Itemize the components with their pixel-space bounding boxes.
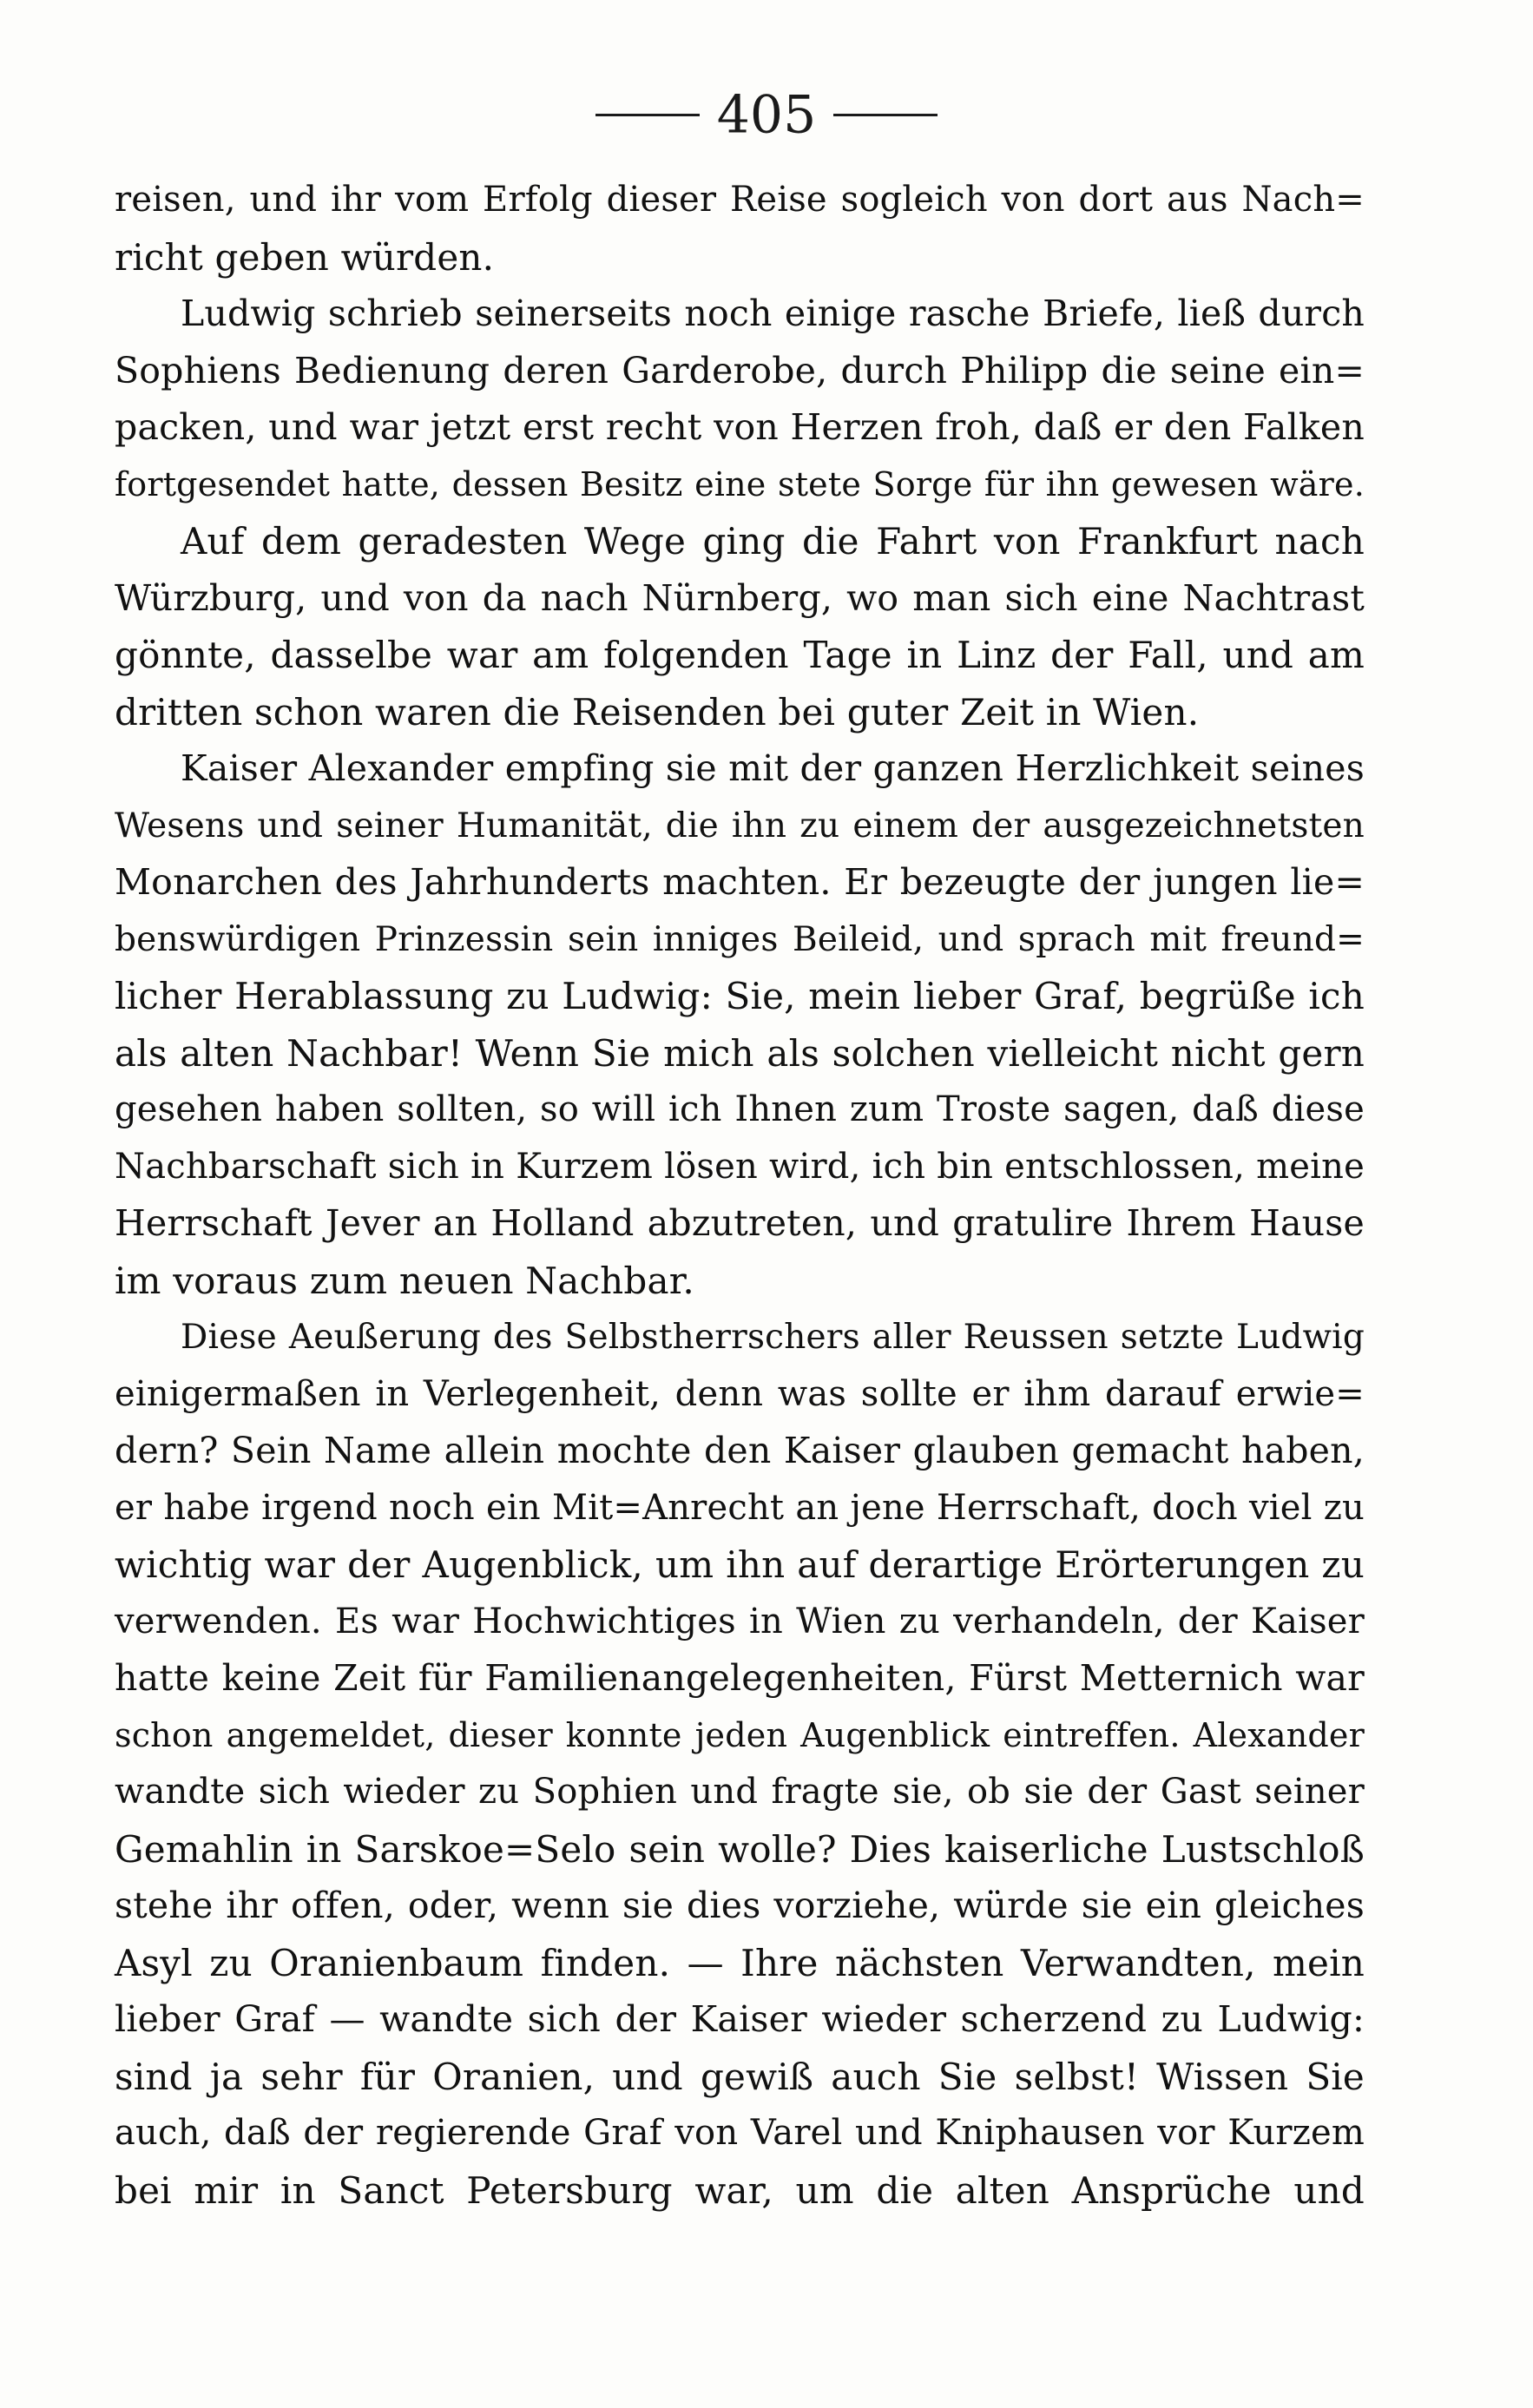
body-text <box>115 172 1365 2219</box>
text-line: bei mir in Sanct Petersburg war, um die alten Ansprüche und <box>115 2168 1365 2212</box>
text-line: als alten Nachbar! Wenn Sie mich als solchen vielleicht nicht gern <box>115 1031 1365 1075</box>
text-line: reisen, und ihr vom Erfolg dieser Reise sogleich von dort aus Nach= <box>115 180 1365 220</box>
text-line: Diese Aeußerung des Selbstherrschers aller Reussen setzte Ludwig <box>181 1318 1365 1357</box>
text-line: Kaiser Alexander empfing sie mit der ganzen Herzlichkeit seines <box>181 747 1365 789</box>
text-line: lieber Graf — wandte sich der Kaiser wieder scherzend zu Ludwig: <box>115 1998 1365 2040</box>
text-line: stehe ihr offen, oder, wenn sie dies vorziehe, würde sie ein gleiches <box>115 1885 1365 1926</box>
text-line: Herrschaft Jever an Holland abzutreten, und gratulire Ihrem Hause <box>115 1202 1365 1244</box>
text-line: licher Herablassung zu Ludwig: Sie, mein lieber Graf, begrüße ich <box>115 975 1365 1017</box>
text-line: dern? Sein Name allein mochte den Kaiser glauben gemacht haben, <box>115 1430 1365 1471</box>
text-line: wandte sich wieder zu Sophien und fragte sie, ob sie der Gast seiner <box>115 1772 1365 1812</box>
text-line: packen, und war jetzt erst recht von Herzen froh, daß er den Falken <box>115 406 1365 448</box>
text-line: Monarchen des Jahrhunderts machten. Er bezeugte der jungen lie= <box>115 861 1365 903</box>
text-line: Auf dem geradesten Wege ging die Fahrt von Frankfurt nach <box>181 520 1365 563</box>
text-line: er habe irgend noch ein Mit=Anrecht an jene Herrschaft, doch viel zu <box>115 1487 1365 1528</box>
text-line: sind ja sehr für Oranien, und gewiß auch Sie selbst! Wissen Sie <box>115 2055 1365 2098</box>
text-line: Nachbarschaft sich in Kurzem lösen wird, ich bin entschlossen, meine <box>115 1146 1365 1187</box>
text-line: im voraus zum neuen Nachbar. <box>115 1259 694 1302</box>
text-line: dritten schon waren die Reisenden bei guter Zeit in Wien. <box>115 690 1200 734</box>
text-line: Wesens und seiner Humanität, die ihn zu einem der ausgezeichnetsten <box>115 806 1365 845</box>
text-line: wichtig war der Augenblick, um ihn auf derartige Erörterungen zu <box>115 1543 1365 1586</box>
text-line: gesehen haben sollten, so will ich Ihnen zum Troste sagen, daß diese <box>115 1089 1365 1129</box>
right-rule <box>833 114 938 116</box>
page-number-header <box>0 76 1533 149</box>
text-line: verwenden. Es war Hochwichtiges in Wien zu verhandeln, der Kaiser <box>115 1601 1365 1642</box>
text-line: richt geben würden. <box>115 235 495 279</box>
text-line: Asyl zu Oranienbaum finden. — Ihre nächsten Verwandten, mein <box>115 1941 1365 1984</box>
text-line: Würzburg, und von da nach Nürnberg, wo man sich eine Nachtrast <box>115 576 1365 619</box>
text-line: gönnte, dasselbe war am folgenden Tage in Linz der Fall, und am <box>115 634 1365 676</box>
text-line: benswürdigen Prinzessin sein inniges Beileid, und sprach mit freund= <box>115 919 1365 959</box>
text-line: einigermaßen in Verlegenheit, denn was sollte er ihm darauf erwie= <box>115 1373 1365 1414</box>
text-line: schon angemeldet, dieser konnte jeden Augenblick eintreffen. Alexander <box>115 1715 1365 1754</box>
text-line: Sophiens Bedienung deren Garderobe, durch Philipp die seine ein= <box>115 349 1365 391</box>
text-line: Ludwig schrieb seinerseits noch einige rasche Briefe, ließ durch <box>181 293 1365 334</box>
text-line: fortgesendet hatte, dessen Besitz eine stete Sorge für ihn gewesen wäre. <box>115 464 1365 503</box>
text-line: Gemahlin in Sarskoe=Selo sein wolle? Dies kaiserliche Lustschloß <box>115 1827 1365 1871</box>
left-rule <box>595 114 700 116</box>
text-line: auch, daß der regierende Graf von Varel und Kniphausen vor Kurzem <box>115 2113 1365 2153</box>
page-number: 405 <box>716 84 817 146</box>
text-line: hatte keine Zeit für Familienangelegenheiten, Fürst Metternich war <box>115 1657 1365 1699</box>
